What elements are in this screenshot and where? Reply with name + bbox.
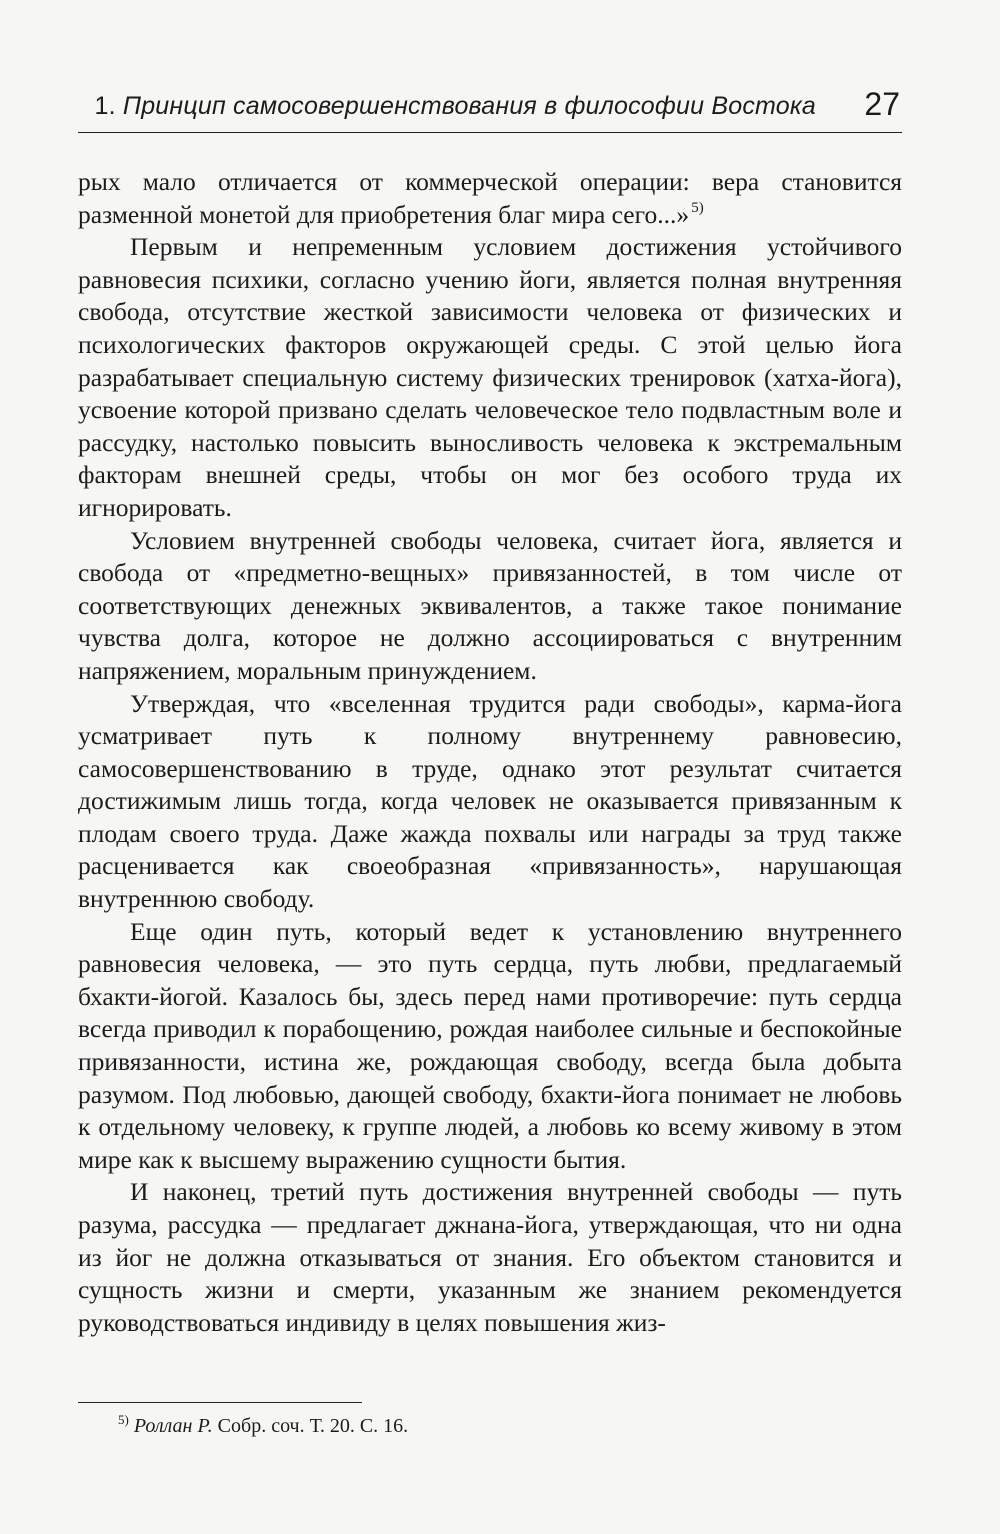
paragraph: Утверждая, что «вселенная трудится ради свободы», карма-йога усматривает путь к полному внутреннему равновесию, самосовершенствованию в труде, однако этот результат считается достижимым лишь тогда, когда человек не оказывается привязанным к плодам своего труда. Даже жажда похвалы или награды за труд также расценивается как своеобразная «привязанность», нарушающая внутреннюю свободу. [78, 688, 902, 914]
paragraph: Условием внутренней свободы человека, считает йога, является и свобода от «предметно-вещных» привязанностей, в том числе от соответствующих денежных эквивалентов, а также такое понимание чувства долга, которое не должно ассоциироваться с внутренним напряжением, моральным принуждением. [78, 525, 902, 685]
paragraph: И наконец, третий путь достижения внутренней свободы — путь разума, рассудка — предлагает джнана-йога, утверждающая, что ни одна из йог не должна отказываться от знания. Его объектом становится и сущность жизни и смерти, указанным же знанием рекомендуется руководствоваться индивиду в целях повышения жиз- [78, 1177, 902, 1337]
page-number: 27 [864, 86, 900, 122]
paragraph-continued [78, 166, 902, 231]
paragraph: Еще один путь, который ведет к установлению внутреннего равновесия человека, — это путь сердца, путь любви, предлагаемый бхакти-йогой. Казалось бы, здесь перед нами противоречие: путь сердца всегда приводил к порабощению, рождая наиболее сильные и беспокойные привязанности, истина же, рождающая свободу, всегда была добыта разумом. Под любовью, дающей свободу, бхакти-йога понимает не любовь к отдельному человеку, к группе людей, а любовь ко всему живому в этом мире как к высшему выражению сущности бытия. [78, 916, 902, 1174]
body-text [78, 166, 902, 1339]
header-rule [78, 132, 902, 133]
running-head [78, 84, 902, 124]
footnote [118, 1413, 408, 1439]
running-title [94, 92, 816, 121]
footnote-source: Собр. соч. Т. 20. С. 16. [217, 1415, 409, 1437]
chapter-title: Принцип самосовершенствования в философии Востока [122, 92, 816, 120]
footnote-rule [78, 1402, 362, 1403]
paragraph: Первым и непременным условием достижения устойчивого равновесия психики, согласно учению йоги, является полная внутренняя свобода, отсутствие жесткой зависимости человека от физических и психологических факторов окружающей среды. С этой целью йога разрабатывает специальную систему физических тренировок (хатха-йога), усвоение которой призвано сделать человеческое тело подвластным воле и рассудку, настолько повысить выносливость человека к экстремальным факторам внешней среды, чтобы он мог без особого труда их игнорировать. [78, 232, 902, 522]
paragraph-text: рых мало отличается от коммерческой операции: вера становится разменной монетой для приобретения благ мира сего...» [78, 167, 902, 229]
footnote-author: Роллан Р. [133, 1415, 213, 1437]
footnote-reference: 5) [691, 199, 704, 216]
footnote-marker: 5) [118, 1412, 129, 1427]
chapter-number: 1. [94, 92, 116, 120]
